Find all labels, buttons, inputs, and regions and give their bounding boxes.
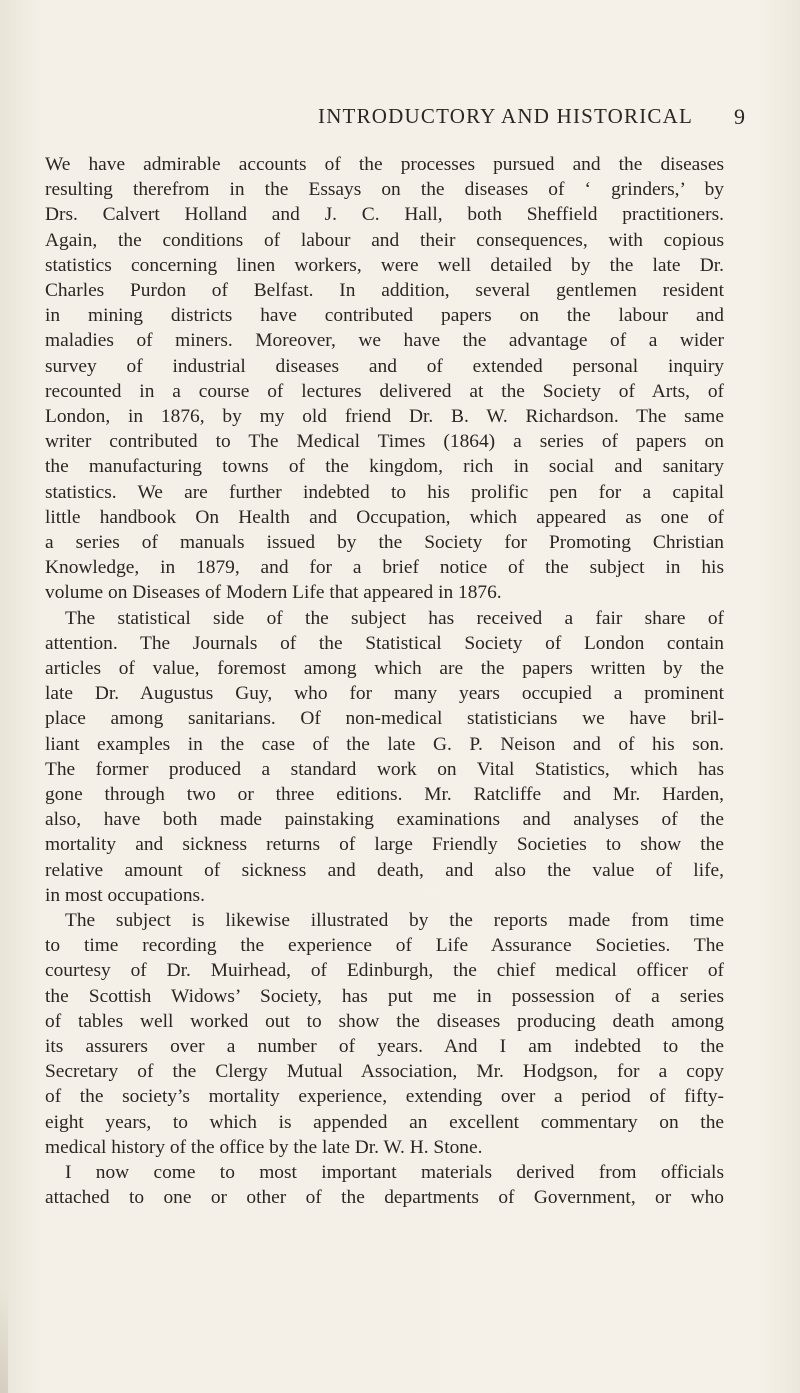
page-number: 9 xyxy=(734,104,745,129)
text-line: attention. The Journals of the Statistical Society of London contain xyxy=(45,632,724,654)
text-line: The subject is likewise illustrated by the reports made from time xyxy=(65,910,724,931)
text-line: to time recording the experience of Life Assurance Societies. The xyxy=(45,935,724,957)
text-line: recounted in a course of lectures delivered at the Society of Arts, of xyxy=(45,380,724,402)
text-line: attached to one or other of the departments of Government, or who xyxy=(45,1187,724,1209)
text-line: of the society’s mortality experience, extending over a period of fifty- xyxy=(45,1086,724,1108)
text-line: volume on Diseases of Modern Life that appeared in 1876. xyxy=(45,582,502,604)
text-line: London, in 1876, by my old friend Dr. B. W. Richardson. The same xyxy=(45,406,724,427)
text-line: resulting therefrom in the Essays on the diseases of ‘ grinders,’ by xyxy=(45,179,724,201)
text-line: a series of manuals issued by the Society for Promoting Christian xyxy=(45,532,724,553)
text-line: Drs. Calvert Holland and J. C. Hall, both Sheffield practitioners. xyxy=(45,204,724,226)
text-line: in mining districts have contributed papers on the labour and xyxy=(45,305,724,327)
text-line: The former produced a standard work on Vital Statistics, which has xyxy=(45,758,724,780)
text-line: medical history of the office by the late Dr. W. H. Stone. xyxy=(45,1136,483,1158)
text-line: liant examples in the case of the late G. P. Neison and of his son. xyxy=(45,733,724,755)
text-line: also, have both made painstaking examinations and analyses of the xyxy=(45,809,724,831)
text-line: Knowledge, in 1879, and for a brief notice of the subject in his xyxy=(45,557,724,579)
text-line: in most occupations. xyxy=(45,884,205,906)
text-line: mortality and sickness returns of large Friendly Societies to show the xyxy=(45,834,724,856)
text-line: courtesy of Dr. Muirhead, of Edinburgh, the chief medical officer of xyxy=(45,960,724,982)
page-edge-shadow xyxy=(0,1290,8,1393)
text-line: maladies of miners. Moreover, we have the advantage of a wider xyxy=(45,330,724,352)
running-title: INTRODUCTORY AND HISTORICAL xyxy=(318,104,694,128)
text-line: the manufacturing towns of the kingdom, rich in social and sanitary xyxy=(45,456,724,478)
text-line: I now come to most important materials derived from officials xyxy=(65,1162,724,1183)
text-line: The statistical side of the subject has received a fair share of xyxy=(65,607,724,629)
text-line: Secretary of the Clergy Mutual Association, Mr. Hodgson, for a copy xyxy=(45,1061,724,1083)
text-line: its assurers over a number of years. And I am indebted to the xyxy=(45,1036,724,1057)
text-line: place among sanitarians. Of non-medical statisticians we have bril- xyxy=(45,708,724,730)
text-line: little handbook On Health and Occupation, which appeared as one of xyxy=(45,506,724,528)
text-line: writer contributed to The Medical Times (1864) a series of papers on xyxy=(45,431,724,453)
text-line: relative amount of sickness and death, and also the value of life, xyxy=(45,859,724,881)
running-head xyxy=(0,104,800,134)
text-line: statistics concerning linen workers, were well detailed by the late Dr. xyxy=(45,254,724,276)
text-line: Charles Purdon of Belfast. In addition, several gentlemen resident xyxy=(45,280,724,301)
text-line: Again, the conditions of labour and their consequences, with copious xyxy=(45,229,724,251)
text-line: late Dr. Augustus Guy, who for many years occupied a prominent xyxy=(45,683,724,705)
text-line: gone through two or three editions. Mr. Ratcliffe and Mr. Harden, xyxy=(45,784,724,805)
text-line: articles of value, foremost among which are the papers written by the xyxy=(45,658,724,679)
text-line: survey of industrial diseases and of extended personal inquiry xyxy=(45,355,724,377)
text-line: statistics. We are further indebted to his prolific pen for a capital xyxy=(45,481,724,503)
text-line: eight years, to which is appended an excellent commentary on the xyxy=(45,1111,724,1133)
text-line: of tables well worked out to show the diseases producing death among xyxy=(45,1010,724,1032)
text-line: the Scottish Widows’ Society, has put me in possession of a series xyxy=(45,985,724,1007)
text-line: We have admirable accounts of the processes pursued and the diseases xyxy=(45,154,724,175)
